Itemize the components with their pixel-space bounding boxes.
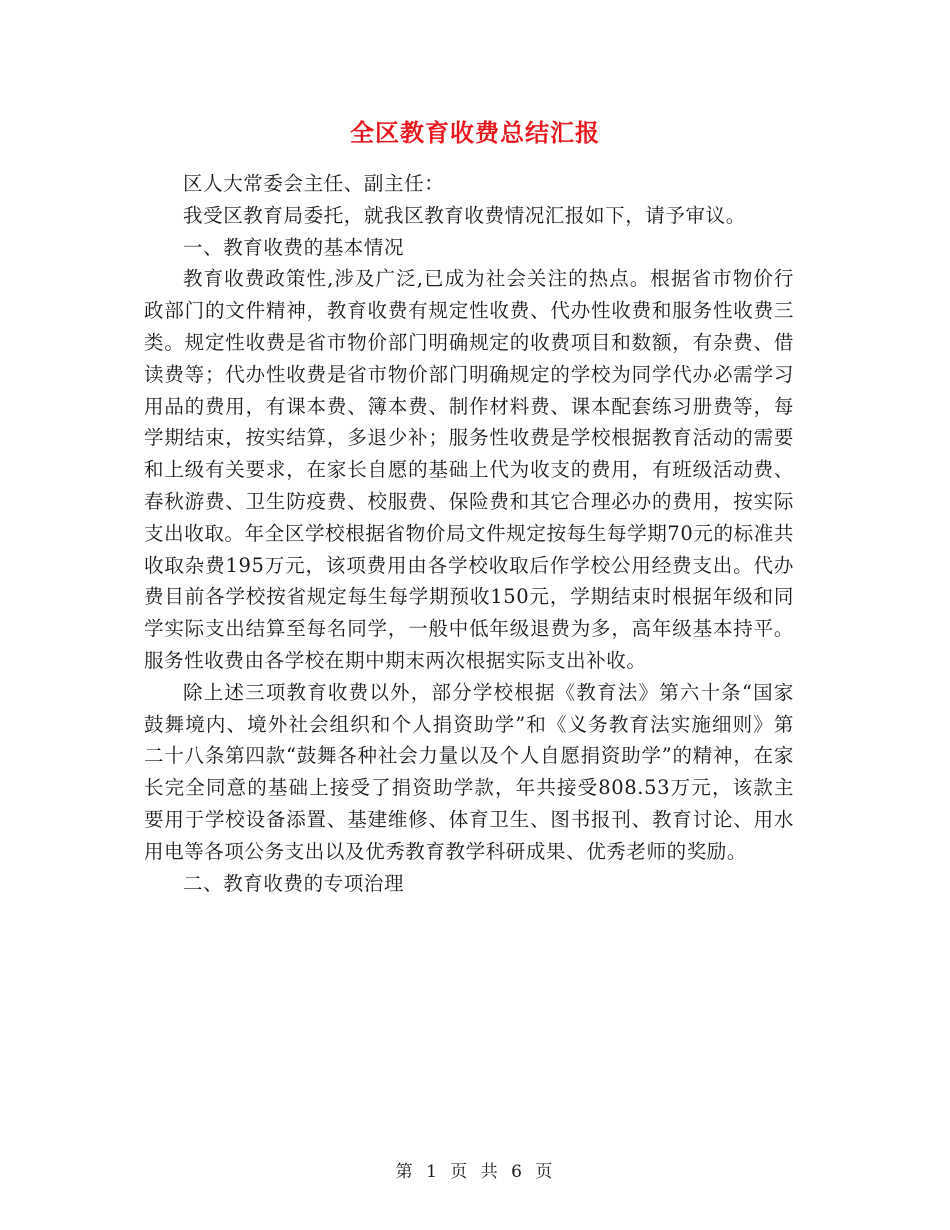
page-number-footer: 第 1 页 共 6 页 [395,1162,555,1182]
body-paragraph-2: 除上述三项教育收费以外，部分学校根据《教育法》第六十条“国家鼓舞境内、境外社会组织和个人捐资助学”和《义务教育法实施细则》第二十八条第四款“鼓舞各种社会力量以及个人自愿捐资助学”的精神，在家长完全同意的基础上接受了捐资助学款，年共接受808.53万元，该款主要用于学校设备添置、基建维修、体育卫生、图书报刊、教育讨论、用水用电等各项公务支出以及优秀教育教学科研成果、优秀老师的奖励。 [144,680,794,863]
intro-paragraph: 我受区教育局委托，就我区教育收费情况汇报如下，请予审议。 [183,203,746,227]
body-paragraph-1: 教育收费政策性,涉及广泛,已成为社会关注的热点。根据省市物价行政部门的文件精神，教育收费有规定性收费、代办性收费和服务性收费三类。规定性收费是省市物价部门明确规定的收费项目和数额，有杂费、借读费等；代办性收费是省市物价部门明确规定的学校为同学代办必需学习用品的费用，有课本费、簿本费、制作材料费、课本配套练习册费等，每学期结束，按实结算，多退少补；服务性收费是学校根据教育活动的需要和上级有关要求，在家长自愿的基础上代为收支的费用，有班级活动费、春秋游费、卫生防疫费、校服费、保险费和其它合理必办的费用，按实际支出收取。年全区学校根据省物价局文件规定按每生每学期70元的标准共收取杂费195万元，该项费用由各学校收取后作学校公用经费支出。代办费目前各学校按省规定每生每学期预收150元，学期结束时根据年级和同学实际支出结算至每名同学，一般中低年级退费为多，高年级基本持平。服务性收费由各学校在期中期末两次根据实际支出补收。 [144,267,794,672]
salutation: 区人大常委会主任、副主任： [183,172,445,195]
section-heading-2: 二、教育收费的专项治理 [183,871,405,895]
document-body [144,168,794,899]
document-title: 全区教育收费总结汇报 [350,118,600,147]
section-heading-1: 一、教育收费的基本情况 [183,235,405,259]
